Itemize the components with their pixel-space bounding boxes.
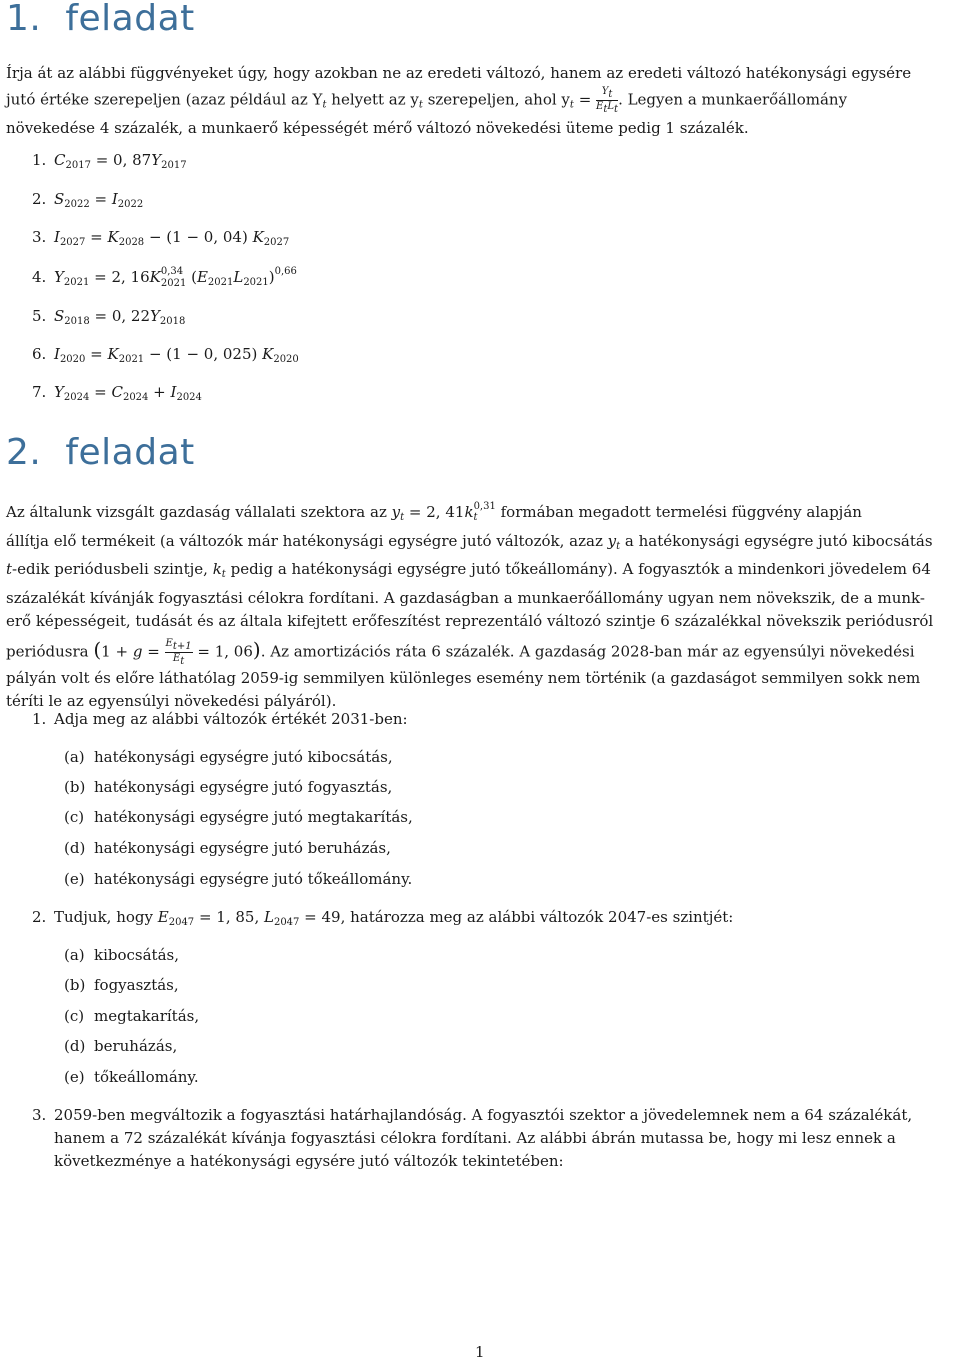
equation-3: 3. $I_{2027} = K_{2028} - (1 - 0$, 04) $K_{2027}$ (32, 228, 290, 248)
q1-item-b: (b) hatékonysági egységre jutó fogyasztás, (64, 778, 393, 796)
q2-item-e: (e) tőkeállomány. (64, 1068, 199, 1086)
section-1-intro (6, 62, 956, 140)
section-2-title: feladat (65, 432, 195, 473)
intro-line-2: jutó értéke szerepeljen (azaz például az $Y_t$ helyett az $y_t$ szerepeljen, ahol $y_t$ = $\frac{Y_t}{E_tL_t}$ . Legyen a munkaerőállomány (6, 85, 848, 115)
question-1: 1. Adja meg az alábbi változók értékét 2031-ben: (32, 710, 408, 728)
q1-item-a: (a) hatékonysági egységre jutó kibocsátás, (64, 748, 393, 766)
section-1-number: 1. (6, 0, 42, 39)
q2-item-b: (b) fogyasztás, (64, 976, 179, 994)
section-1-heading (6, 0, 195, 39)
section-1-title: feladat (65, 0, 195, 39)
page-number: 1 (475, 1343, 485, 1361)
q1-item-c: (c) hatékonysági egységre jutó megtakarítás, (64, 808, 413, 826)
equation-5: 5. $S_{2018} = 0$, $22Y_{2018}$ (32, 307, 186, 327)
equation-1: 1. $C_{2017} = 0$, $87Y_{2017}$ (32, 151, 187, 171)
q2-item-c: (c) megtakarítás, (64, 1007, 200, 1025)
equation-4: 4. $Y_{2021} = 2$, 16K 0,34 2021 $(E_{2021}L_{2021})^{0,66}$ (32, 266, 297, 289)
section-2-heading (6, 432, 195, 473)
section-2-intro: Az általunk vizsgált gazdaság vállalati szektora az $y_t = 2$, $41k_t^{0,31}$ formában megadott termelési függvény alapján állítja elő termékeit (a változók már hatékonysági egységre jutó változók, azaz $y_t$ a hatékonysági egységre jutó kibocsátás t-edik periódusbeli szintje, $k_t$ pedig a hatékonysági egységre jutó tőkeállomány). A fogyasztók a mindenkori jövedelem 64 százalékát kívánják fogyasztási célokra fordítani. A gazdaságban a munkaerőállomány ugyan nem növekszik, de a munk- erő képességeit, tudását és az általa kifejtett erőfeszítést reprezentáló változó szintje 6 százalékkal növekszik periódusról periódusra (1 + g = $\frac{E_{t+1}}{E_t}$ = 1, 06). Az amortizációs ráta 6 százalék. A gazdaság 2028-ban már az egyensúlyi növekedési pályán volt és előre láthatólag 2059-ig semmilyen különleges esemény nem történik (a gazdaságot semmilyen sokk nem téríti le az egyensúlyi növekedési pályáról). (6, 501, 934, 710)
equation-2: 2. $S_{2022} = I_{2022}$ (32, 190, 144, 210)
equation-7: 7. $Y_{2024} = C_{2024} + I_{2024}$ (32, 383, 202, 403)
intro-line-1: Írja át az alábbi függvényeket úgy, hogy azokban ne az eredeti változó, hanem az eredeti változó hatékonysági egysére (6, 64, 912, 82)
yt-fraction: $\frac{Y_t}{E_tL_t}$ (596, 85, 619, 115)
equation-6: 6. $I_{2020} = K_{2021} - (1 - 0$, 025) $K_{2020}$ (32, 345, 299, 365)
q2-item-a: (a) kibocsátás, (64, 946, 179, 964)
q1-item-d: (d) hatékonysági egységre jutó beruházás, (64, 839, 391, 857)
question-2: 2. Tudjuk, hogy $E_{2047} = 1$, 85, $L_{2047} = 49$, határozza meg az alábbi változók 2047-es szintjét: (32, 908, 734, 928)
q1-item-e: (e) hatékonysági egységre jutó tőkeállomány. (64, 870, 413, 888)
intro-line-3: növekedése 4 százalék, a munkaerő képességét mérő változó növekedési üteme pedig 1 százalék. (6, 118, 749, 137)
section-2-number: 2. (6, 432, 42, 473)
question-3: 3. 2059-ben megváltozik a fogyasztási határhajlandóság. A fogyasztói szektor a jövedelemnek nem a 64 százalékát, hanem a 72 százalékát kívánja fogyasztási célokra fordítani. Az alábbi ábrán mutassa be, hogy mi lesz ennek a következménye a hatékonysági egysére jutó változók tekintetében: (32, 1106, 913, 1170)
q2-item-d: (d) beruházás, (64, 1037, 178, 1055)
